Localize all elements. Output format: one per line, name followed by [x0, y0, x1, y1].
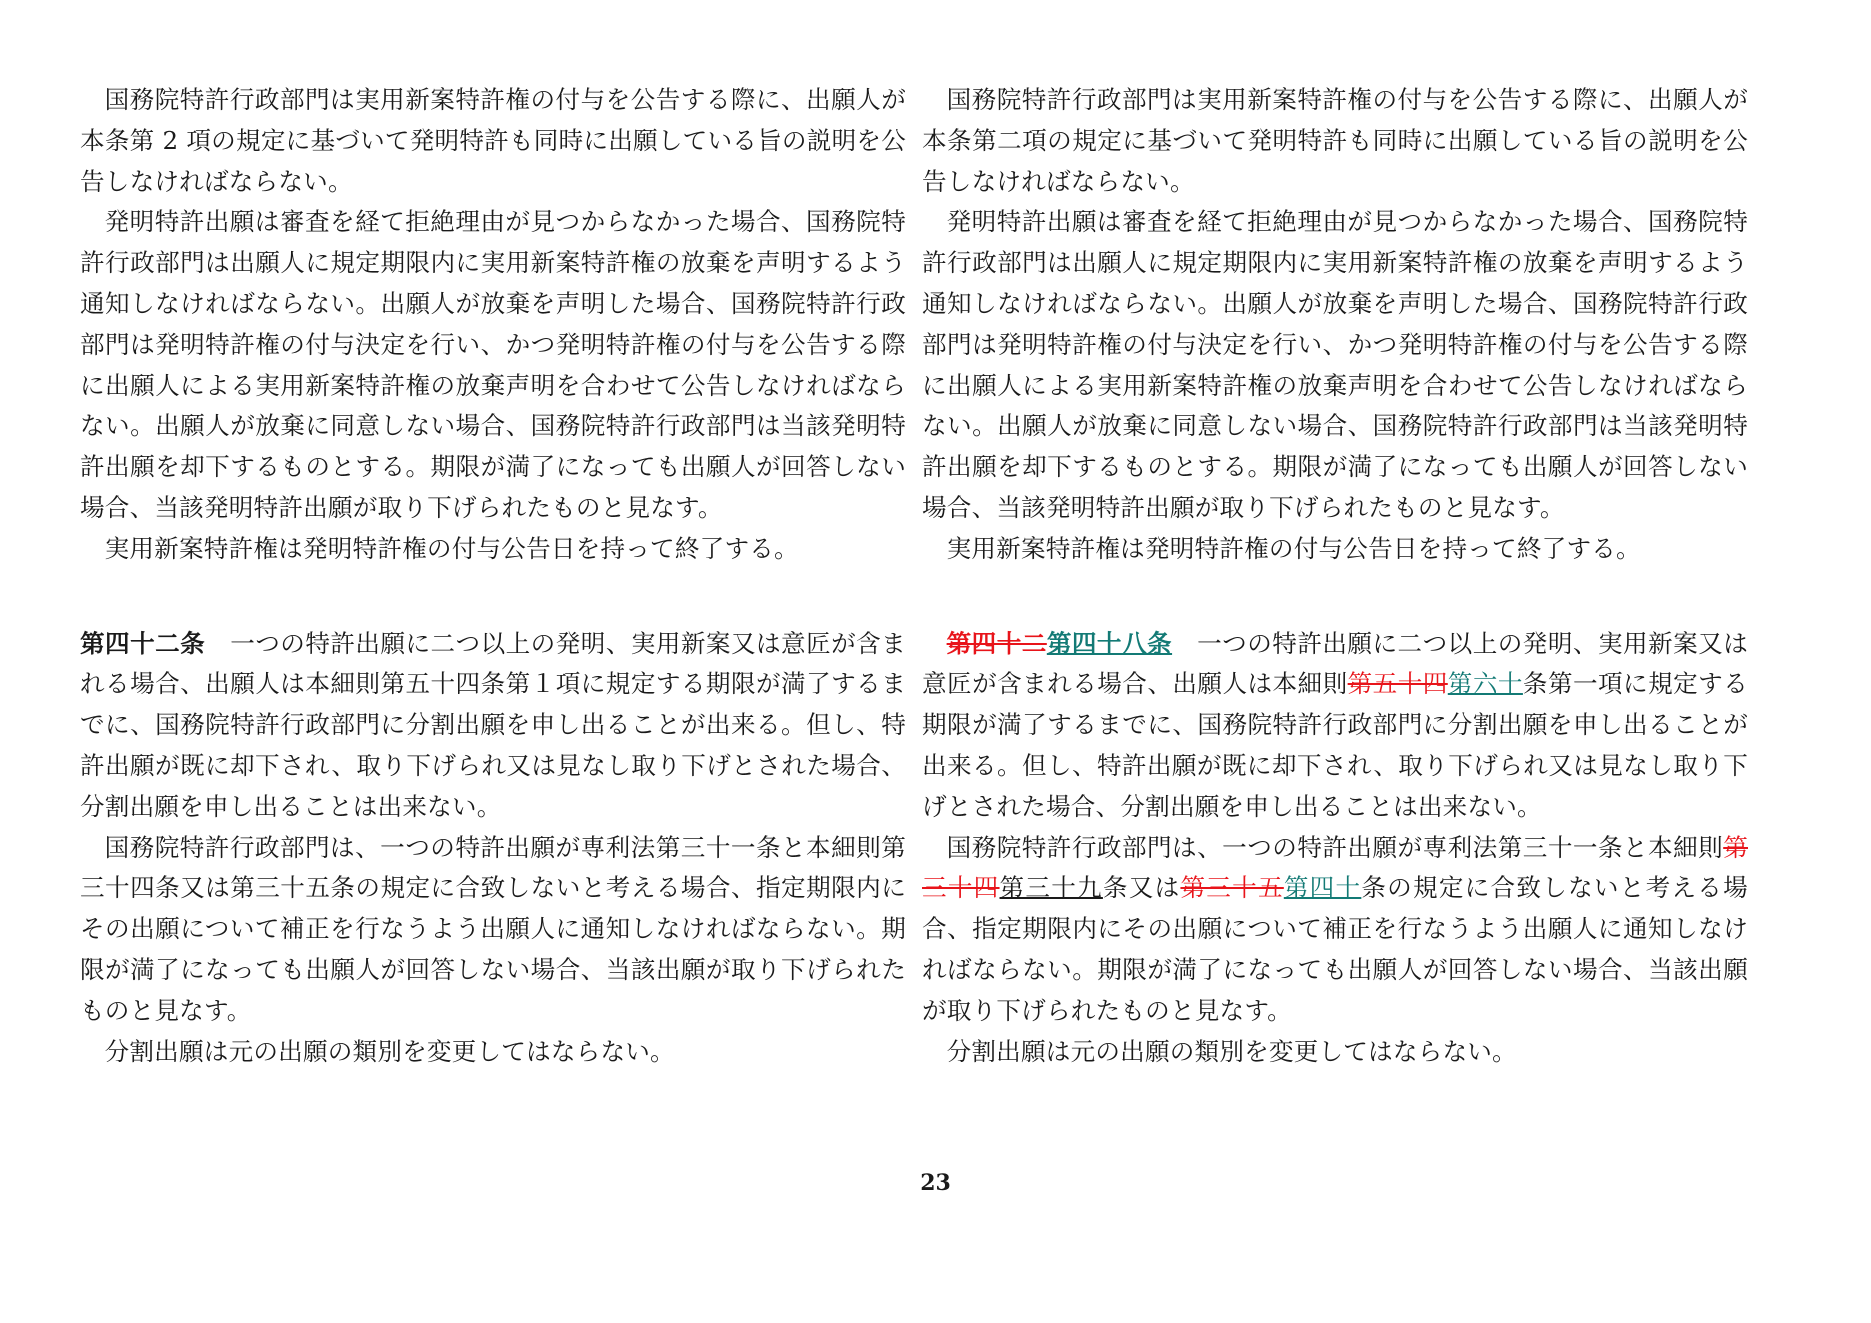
deleted-text: 第五十四 [1347, 669, 1448, 699]
inserted-text: 第三十九 [999, 873, 1103, 903]
paragraph: 国務院特許行政部門は、一つの特許出願が専利法第三十一条と本細則第三十四条又は第三十五条の規定に合致しないと考える場合、指定期限内にその出願について補正を行なうよう出願人に通知しなければならない。期限が満了になっても出願人が回答しない場合、当該出願が取り下げられたものと見なす。 [80, 832, 906, 1025]
paragraph: 国務院特許行政部門は実用新案特許権の付与を公告する際に、出願人が本条第二項の規定に基づいて発明特許も同時に出願している旨の説明を公告しなければならない。 [922, 85, 1748, 196]
spacer [922, 570, 1748, 624]
deleted-text: 第三十四 [922, 832, 1748, 903]
original-text-column [80, 80, 906, 1072]
deleted-text: 第四十二 [946, 628, 1047, 658]
article-text: 条又は [1102, 873, 1181, 903]
article-text: 条第一項に規定する期限が満了するまでに、国務院特許行政部門に分割出願を申し出ることが出来る。但し、特許出願が既に却下され、取り下げられ又は見なし取り下げとされた場合、分割出願を申し出ることは出来ない。 [922, 669, 1748, 821]
paragraph: 分割出願は元の出願の類別を変更してはならない。 [946, 1036, 1517, 1066]
paragraph: 国務院特許行政部門は実用新案特許権の付与を公告する際に、出願人が本条第 2 項の規定に基づいて発明特許も同時に出願している旨の説明を公告しなければならない。 [80, 85, 906, 196]
article-text: 一つの特許出願に二つ以上の発明、実用新案又は意匠が含まれる場合、出願人は本細則第五十四条第１項に規定する期限が満了するまでに、国務院特許行政部門に分割出願を申し出ることが出来る。但し、特許出願が既に却下され、取り下げられ又は見なし取り下げとされた場合、分割出願を申し出ることは出来ない。 [80, 628, 906, 821]
paragraph: 分割出願は元の出願の類別を変更してはならない。 [104, 1036, 675, 1066]
spacer [80, 570, 906, 624]
page-number: 23 [920, 1170, 951, 1196]
inserted-text: 第六十 [1447, 669, 1523, 699]
revised-text-column [922, 80, 1748, 1072]
inserted-text: 第四十 [1283, 873, 1362, 903]
article-text: 一つの特許出願に二つ以上の発明、実用新案又は意匠が含まれる場合、出願人は本細則 [922, 628, 1748, 699]
paragraph: 発明特許出願は審査を経て拒絶理由が見つからなかった場合、国務院特許行政部門は出願人に規定期限内に実用新案特許権の放棄を声明するよう通知しなければならない。出願人が放棄を声明した場合、国務院特許行政部門は発明特許権の付与決定を行い、かつ発明特許権の付与を公告する際に出願人による実用新案特許権の放棄声明を合わせて公告しなければならない。出願人が放棄に同意しない場合、国務院特許行政部門は当該発明特許出願を却下するものとする。期限が満了になっても出願人が回答しない場合、当該発明特許出願が取り下げられたものと見なす。 [922, 207, 1748, 522]
article-text: 国務院特許行政部門は、一つの特許出願が専利法第三十一条と本細則 [946, 832, 1724, 862]
paragraph: 実用新案特許権は発明特許権の付与公告日を持って終了する。 [946, 533, 1641, 563]
article-text: 条の規定に合致しないと考える場合、指定期限内にその出願について補正を行なうよう出願人に通知しなければならない。期限が満了になっても出願人が回答しない場合、当該出願が取り下げられたものと見なす。 [922, 873, 1748, 1025]
paragraph: 発明特許出願は審査を経て拒絶理由が見つからなかった場合、国務院特許行政部門は出願人に規定期限内に実用新案特許権の放棄を声明するよう通知しなければならない。出願人が放棄を声明した場合、国務院特許行政部門は発明特許権の付与決定を行い、かつ発明特許権の付与を公告する際に出願人による実用新案特許権の放棄声明を合わせて公告しなければならない。出願人が放棄に同意しない場合、国務院特許行政部門は当該発明特許出願を却下するものとする。期限が満了になっても出願人が回答しない場合、当該発明特許出願が取り下げられたものと見なす。 [80, 207, 906, 522]
article-heading: 第四十二条 [80, 628, 206, 658]
paragraph [922, 828, 1748, 1032]
paragraph: 実用新案特許権は発明特許権の付与公告日を持って終了する。 [104, 533, 799, 563]
article-paragraph [922, 624, 1748, 828]
inserted-text: 第四十八条 [1046, 628, 1173, 658]
article-paragraph [80, 624, 906, 828]
deleted-text: 第三十五 [1180, 873, 1284, 903]
